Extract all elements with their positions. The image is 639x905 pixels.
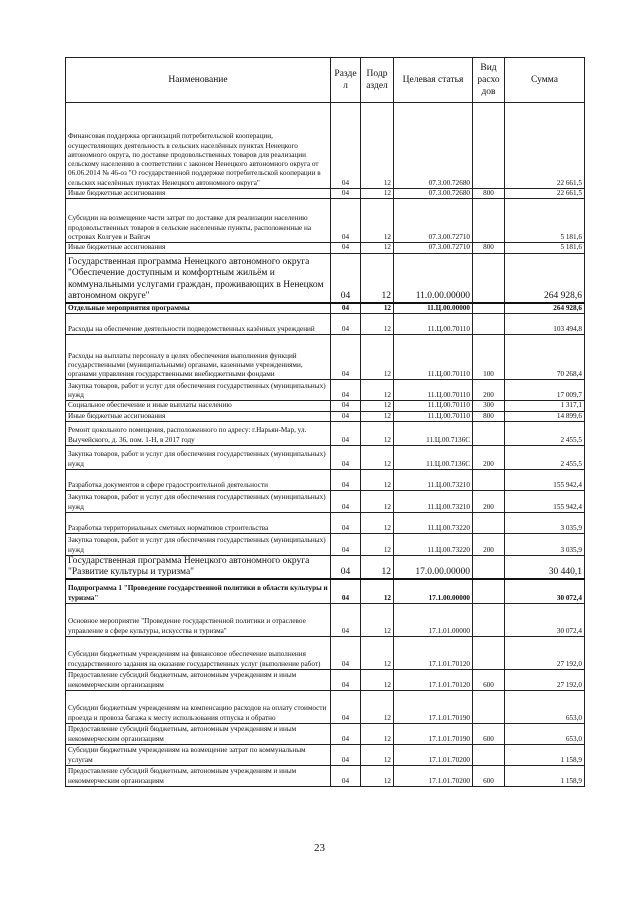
row-section: 04 bbox=[331, 765, 361, 786]
row-name: Предоставление субсидий бюджетным, автономным учреждениям и иным некоммерческим организациям bbox=[66, 669, 331, 690]
table-row bbox=[66, 445, 585, 469]
row-expense-type bbox=[473, 303, 505, 314]
row-sum: 264 928,6 bbox=[505, 253, 585, 303]
row-section: 04 bbox=[331, 669, 361, 690]
header-row bbox=[66, 58, 585, 103]
row-target: 17.1.00.00000 bbox=[394, 579, 473, 603]
row-expense-type bbox=[473, 636, 505, 669]
table-row bbox=[66, 690, 585, 723]
header-expense-type: Вид расхо дов bbox=[473, 58, 505, 103]
row-section: 04 bbox=[331, 490, 361, 512]
row-section: 04 bbox=[331, 303, 361, 314]
row-expense-type bbox=[473, 744, 505, 765]
header-target: Целевая статья bbox=[394, 58, 473, 103]
row-sum: 5 181,6 bbox=[505, 199, 585, 243]
row-target: 17.1.01.70190 bbox=[394, 723, 473, 744]
row-name: Закупка товаров, работ и услуг для обеспечения государственных (муниципальных) нужд bbox=[66, 380, 331, 401]
header-subsection: Подр аздел bbox=[361, 58, 394, 103]
row-expense-type bbox=[473, 469, 505, 490]
row-sum: 27 192,0 bbox=[505, 669, 585, 690]
table-row bbox=[66, 490, 585, 512]
row-subsection: 12 bbox=[361, 199, 394, 243]
row-sum: 17 009,7 bbox=[505, 380, 585, 401]
row-expense-type: 200 bbox=[473, 445, 505, 469]
table-row bbox=[66, 579, 585, 603]
row-subsection: 12 bbox=[361, 533, 394, 555]
row-name: Социальное обеспечение и иные выплаты населению bbox=[66, 401, 331, 411]
row-sum: 155 942,4 bbox=[505, 469, 585, 490]
table-row bbox=[66, 512, 585, 533]
row-section: 04 bbox=[331, 421, 361, 445]
row-sum: 30 440,1 bbox=[505, 555, 585, 579]
row-subsection: 12 bbox=[361, 253, 394, 303]
row-sum: 27 192,0 bbox=[505, 636, 585, 669]
table-row bbox=[66, 765, 585, 786]
budget-table bbox=[65, 57, 585, 787]
row-sum: 14 899,6 bbox=[505, 411, 585, 421]
row-target: 17.1.01.00000 bbox=[394, 603, 473, 636]
row-sum: 3 035,9 bbox=[505, 512, 585, 533]
table-row bbox=[66, 199, 585, 243]
row-name: Основное мероприятие "Проведение государственной политики и отраслевое управление в сфере культуры, искусства и туризма" bbox=[66, 603, 331, 636]
row-expense-type: 800 bbox=[473, 189, 505, 199]
row-sum: 264 928,6 bbox=[505, 303, 585, 314]
row-expense-type: 200 bbox=[473, 490, 505, 512]
header-sum: Сумма bbox=[505, 58, 585, 103]
row-target: 17.1.01.70200 bbox=[394, 765, 473, 786]
row-name: Предоставление субсидий бюджетным, автономным учреждениям и иным некоммерческим организациям bbox=[66, 723, 331, 744]
row-name: Закупка товаров, работ и услуг для обеспечения государственных (муниципальных) нужд bbox=[66, 490, 331, 512]
row-sum: 653,0 bbox=[505, 690, 585, 723]
row-name: Ремонт цокольного помещения, расположенного по адресу: г.Нарьян-Мар, ул. Выучейского, д. 36, пом. 1-Н, в 2017 году bbox=[66, 421, 331, 445]
row-subsection: 12 bbox=[361, 380, 394, 401]
row-subsection: 12 bbox=[361, 744, 394, 765]
page-number: 23 bbox=[314, 842, 325, 854]
row-sum: 2 455,5 bbox=[505, 421, 585, 445]
row-sum: 22 661,5 bbox=[505, 189, 585, 199]
row-target: 17.1.01.70190 bbox=[394, 690, 473, 723]
row-expense-type bbox=[473, 103, 505, 189]
row-sum: 70 268,4 bbox=[505, 335, 585, 380]
row-subsection: 12 bbox=[361, 603, 394, 636]
row-name: Иные бюджетные ассигнования bbox=[66, 243, 331, 253]
row-name: Субсидии бюджетным учреждениям на финансовое обеспечение выполнения государственного задания на оказание государственных услуг (выполнение работ) bbox=[66, 636, 331, 669]
row-subsection: 12 bbox=[361, 411, 394, 421]
row-name: Иные бюджетные ассигнования bbox=[66, 189, 331, 199]
row-section: 04 bbox=[331, 744, 361, 765]
row-subsection: 12 bbox=[361, 636, 394, 669]
row-subsection: 12 bbox=[361, 189, 394, 199]
row-section: 04 bbox=[331, 401, 361, 411]
table-row bbox=[66, 335, 585, 380]
row-subsection: 12 bbox=[361, 445, 394, 469]
row-section: 04 bbox=[331, 636, 361, 669]
row-target: 11.Ц.00.73210 bbox=[394, 469, 473, 490]
row-sum: 5 181,6 bbox=[505, 243, 585, 253]
table-row bbox=[66, 314, 585, 335]
table-row bbox=[66, 103, 585, 189]
row-name: Отдельные мероприятия программы bbox=[66, 303, 331, 314]
row-target: 11.Ц.00.70110 bbox=[394, 314, 473, 335]
row-target: 17.1.01.70120 bbox=[394, 636, 473, 669]
row-section: 04 bbox=[331, 690, 361, 723]
row-sum: 3 035,9 bbox=[505, 533, 585, 555]
row-section: 04 bbox=[331, 380, 361, 401]
table-row bbox=[66, 401, 585, 411]
row-subsection: 12 bbox=[361, 765, 394, 786]
table-row bbox=[66, 189, 585, 199]
row-subsection: 12 bbox=[361, 401, 394, 411]
table-row bbox=[66, 636, 585, 669]
row-expense-type bbox=[473, 512, 505, 533]
header-section: Разде л bbox=[331, 58, 361, 103]
table-row bbox=[66, 723, 585, 744]
row-name: Закупка товаров, работ и услуг для обеспечения государственных (муниципальных) нужд bbox=[66, 445, 331, 469]
row-name: Подпрограмма 1 "Проведение государственной политики в области культуры и туризма" bbox=[66, 579, 331, 603]
table-row bbox=[66, 411, 585, 421]
table-row bbox=[66, 555, 585, 579]
row-section: 04 bbox=[331, 469, 361, 490]
row-target: 11.Ц.00.70110 bbox=[394, 401, 473, 411]
table-row bbox=[66, 669, 585, 690]
row-target: 11.Ц.00.70110 bbox=[394, 411, 473, 421]
header-name: Наименование bbox=[66, 58, 331, 103]
row-expense-type bbox=[473, 603, 505, 636]
row-subsection: 12 bbox=[361, 669, 394, 690]
row-name: Финансовая поддержка организаций потребительской кооперации, осуществляющих деятельность в сельских населённых пунктах Ненецкого автономного округа, по доставке продовольственных товаров для реализации сельскому населению в соответствии с законом Ненецкого автономного округа от 06.06.2014 № 46-оз "О государственной поддержке потребительской кооперации в сельских населённых пунктах Ненецкого автономного округа" bbox=[66, 103, 331, 189]
row-subsection: 12 bbox=[361, 512, 394, 533]
row-target: 07.3.00.72680 bbox=[394, 103, 473, 189]
table-body bbox=[66, 103, 585, 787]
row-expense-type bbox=[473, 253, 505, 303]
row-target: 17.1.01.70200 bbox=[394, 744, 473, 765]
row-target: 11.Ц.00.73220 bbox=[394, 512, 473, 533]
row-name: Предоставление субсидий бюджетным, автономным учреждениям и иным некоммерческим организациям bbox=[66, 765, 331, 786]
table-row bbox=[66, 533, 585, 555]
row-name: Государственная программа Ненецкого автономного округа "Обеспечение доступным и комфортным жильём и коммунальными услугами граждан, проживающих в Ненецком автономном округе" bbox=[66, 253, 331, 303]
row-sum: 30 072,4 bbox=[505, 579, 585, 603]
row-target: 11.Ц.00.7136С bbox=[394, 421, 473, 445]
table-row bbox=[66, 253, 585, 303]
row-expense-type bbox=[473, 555, 505, 579]
row-expense-type: 300 bbox=[473, 401, 505, 411]
row-sum: 1 317,1 bbox=[505, 401, 585, 411]
table-row bbox=[66, 603, 585, 636]
row-subsection: 12 bbox=[361, 243, 394, 253]
row-target: 07.3.00.72710 bbox=[394, 199, 473, 243]
table-row bbox=[66, 469, 585, 490]
row-section: 04 bbox=[331, 445, 361, 469]
row-name: Расходы на выплаты персоналу в целях обеспечения выполнения функций государственными (муниципальными) органами, казенными учреждениями, органами управления государственными внебюджетными фондами bbox=[66, 335, 331, 380]
row-sum: 155 942,4 bbox=[505, 490, 585, 512]
row-target: 11.Ц.00.00000 bbox=[394, 303, 473, 314]
row-target: 11.0.00.00000 bbox=[394, 253, 473, 303]
row-target: 11.Ц.00.7136С bbox=[394, 445, 473, 469]
row-target: 11.Ц.00.73210 bbox=[394, 490, 473, 512]
row-section: 04 bbox=[331, 243, 361, 253]
row-target: 11.Ц.00.70110 bbox=[394, 335, 473, 380]
row-expense-type: 200 bbox=[473, 533, 505, 555]
row-expense-type: 800 bbox=[473, 411, 505, 421]
row-section: 04 bbox=[331, 314, 361, 335]
row-subsection: 12 bbox=[361, 335, 394, 380]
table-row bbox=[66, 303, 585, 314]
row-subsection: 12 bbox=[361, 421, 394, 445]
row-expense-type bbox=[473, 314, 505, 335]
row-subsection: 12 bbox=[361, 555, 394, 579]
row-subsection: 12 bbox=[361, 103, 394, 189]
row-expense-type: 600 bbox=[473, 723, 505, 744]
row-expense-type bbox=[473, 199, 505, 243]
row-name: Субсидии бюджетным учреждениям на возмещение затрат по коммунальным услугам bbox=[66, 744, 331, 765]
row-name: Разработка документов в сфере градостроительной деятельности bbox=[66, 469, 331, 490]
row-name: Расходы на обеспечение деятельности подведомственных казённых учреждений bbox=[66, 314, 331, 335]
table-row bbox=[66, 744, 585, 765]
table-row bbox=[66, 380, 585, 401]
row-target: 07.3.00.72680 bbox=[394, 189, 473, 199]
row-expense-type bbox=[473, 690, 505, 723]
row-name: Закупка товаров, работ и услуг для обеспечения государственных (муниципальных) нужд bbox=[66, 533, 331, 555]
row-name: Субсидии на возмещение части затрат по доставке для реализации населению продовольственных товаров в сельские населенные пункты, расположенные на островах Колгуев и Вайгач bbox=[66, 199, 331, 243]
row-section: 04 bbox=[331, 199, 361, 243]
row-section: 04 bbox=[331, 103, 361, 189]
row-target: 07.3.00.72710 bbox=[394, 243, 473, 253]
row-section: 04 bbox=[331, 253, 361, 303]
table-row bbox=[66, 421, 585, 445]
row-sum: 1 158,9 bbox=[505, 744, 585, 765]
row-section: 04 bbox=[331, 189, 361, 199]
row-section: 04 bbox=[331, 335, 361, 380]
row-name: Субсидии бюджетным учреждениям на компенсацию расходов на оплату стоимости проезда и провоза багажа к месту использования отпуска и обратно bbox=[66, 690, 331, 723]
row-expense-type: 100 bbox=[473, 335, 505, 380]
row-section: 04 bbox=[331, 555, 361, 579]
row-expense-type: 200 bbox=[473, 380, 505, 401]
row-sum: 2 455,5 bbox=[505, 445, 585, 469]
row-expense-type: 600 bbox=[473, 669, 505, 690]
row-expense-type: 600 bbox=[473, 765, 505, 786]
row-subsection: 12 bbox=[361, 469, 394, 490]
row-expense-type bbox=[473, 579, 505, 603]
row-subsection: 12 bbox=[361, 690, 394, 723]
row-name: Государственная программа Ненецкого автономного округа "Развитие культуры и туризма" bbox=[66, 555, 331, 579]
row-target: 17.0.00.00000 bbox=[394, 555, 473, 579]
row-sum: 653,0 bbox=[505, 723, 585, 744]
row-name: Разработка территориальных сметных нормативов строительства bbox=[66, 512, 331, 533]
row-sum: 30 072,4 bbox=[505, 603, 585, 636]
row-sum: 22 661,5 bbox=[505, 103, 585, 189]
row-subsection: 12 bbox=[361, 579, 394, 603]
row-name: Иные бюджетные ассигнования bbox=[66, 411, 331, 421]
table-row bbox=[66, 243, 585, 253]
row-section: 04 bbox=[331, 512, 361, 533]
row-sum: 1 158,9 bbox=[505, 765, 585, 786]
row-section: 04 bbox=[331, 603, 361, 636]
row-section: 04 bbox=[331, 723, 361, 744]
row-expense-type bbox=[473, 421, 505, 445]
row-subsection: 12 bbox=[361, 303, 394, 314]
row-target: 11.Ц.00.70110 bbox=[394, 380, 473, 401]
row-section: 04 bbox=[331, 533, 361, 555]
row-target: 17.1.01.70120 bbox=[394, 669, 473, 690]
row-subsection: 12 bbox=[361, 314, 394, 335]
row-subsection: 12 bbox=[361, 723, 394, 744]
row-section: 04 bbox=[331, 411, 361, 421]
row-sum: 103 494,8 bbox=[505, 314, 585, 335]
row-expense-type: 800 bbox=[473, 243, 505, 253]
row-subsection: 12 bbox=[361, 490, 394, 512]
row-target: 11.Ц.00.73220 bbox=[394, 533, 473, 555]
row-section: 04 bbox=[331, 579, 361, 603]
